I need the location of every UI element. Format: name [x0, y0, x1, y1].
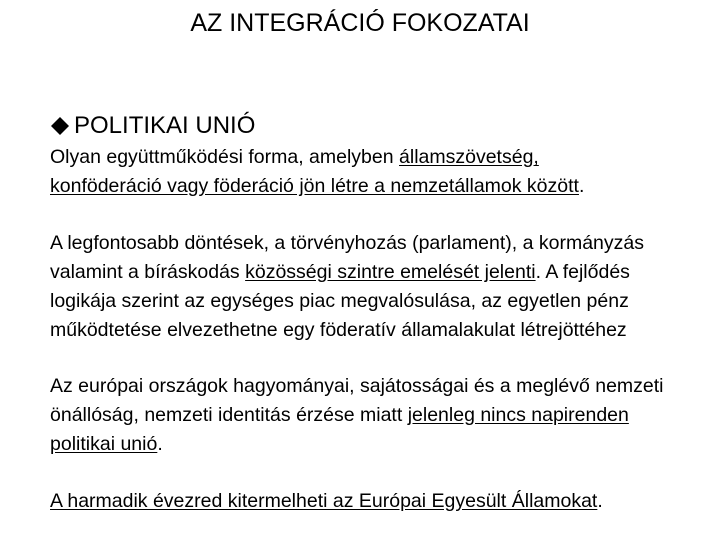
text-run: .: [578, 175, 585, 197]
underlined-text: politikai unió: [50, 433, 158, 455]
paragraph-conclusion: [50, 487, 603, 516]
text-run: Olyan együttműködési forma, amelyben: [50, 146, 400, 168]
section-heading: [50, 110, 255, 142]
text-run: önállóság, nemzeti identitás érzése miatt: [50, 404, 408, 426]
text-line: [50, 430, 664, 459]
underlined-text: közösségi szintre emelését jelenti: [245, 261, 536, 283]
text-line: működtetése elvezethetne egy föderatív államalakulat létrejöttéhez: [50, 319, 627, 341]
section-heading-text: POLITIKAI UNIÓ: [74, 112, 256, 139]
text-line: [50, 401, 664, 430]
diamond-bullet-icon: [50, 116, 70, 136]
underlined-text: konföderáció vagy föderáció jön létre a nemzetállamok között: [50, 175, 579, 197]
text-line: logikája szerint az egységes piac megvalósulása, az egyetlen pénz: [50, 290, 629, 312]
text-line: Az európai országok hagyományai, sajátosságai és a meglévő nemzeti: [50, 375, 664, 397]
paragraph-decisions: [50, 229, 644, 345]
text-run: valamint a bíráskodás: [50, 261, 246, 283]
text-run: .: [597, 490, 603, 512]
text-line: [50, 172, 584, 201]
text-run: . A fejlődés: [535, 261, 630, 283]
text-line: [50, 258, 644, 287]
text-run: .: [157, 433, 163, 455]
underlined-text: államszövetség,: [399, 146, 539, 168]
paragraph-traditions: [50, 372, 664, 459]
text-line: [50, 143, 584, 172]
underlined-text: jelenleg nincs napirenden: [407, 404, 629, 426]
text-line: [50, 487, 603, 516]
text-line: A legfontosabb döntések, a törvényhozás (parlament), a kormányzás: [50, 232, 644, 254]
underlined-text: A harmadik évezred kitermelheti az Európai Egyesült Államokat: [50, 490, 598, 512]
slide-title: AZ INTEGRÁCIÓ FOKOZATAI: [190, 9, 530, 37]
paragraph-definition: [50, 143, 584, 201]
